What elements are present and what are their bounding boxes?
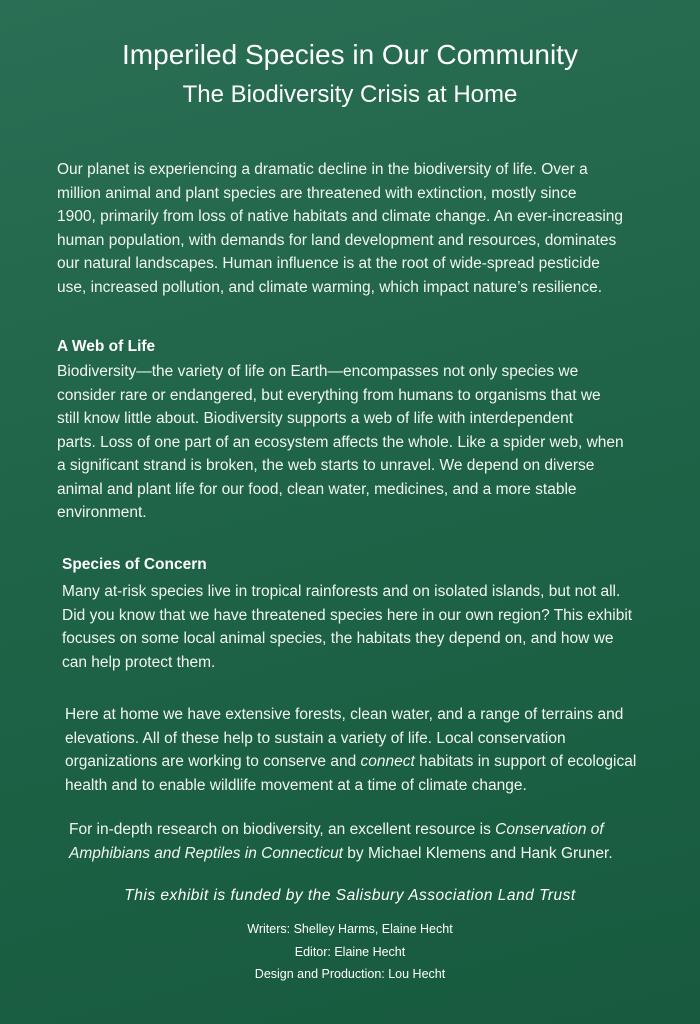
home-text-2: habitats in support of ecological health and to enable wildlife movement at a time of climate change.	[65, 753, 637, 794]
research-text-2: by Michael Klemens and Hank Gruner.	[343, 844, 613, 862]
editor-credit: Editor: Elaine Hecht	[294, 945, 406, 959]
design-credit: Design and Production: Lou Hecht	[254, 967, 446, 981]
research-book-title: Conservation of Amphibians and Reptiles in Connecticut	[69, 821, 604, 862]
web-of-life-paragraph: Biodiversity—the variety of life on Earth—encompasses not only species we consider rare or endangered, but everything from humans to organisms that we still know little about. Biodiversity supports a web of life with interdependent parts. Loss of one part of an ecosystem affects the whole. Like a spider web, when a significant strand is broken, the web starts to unravel. We depend on diverse animal and plant life for our food, clean water, medicines, and a more stable environment.	[57, 363, 624, 521]
funding-note: This exhibit is funded by the Salisbury Association Land Trust	[124, 887, 576, 904]
writers-credit: Writers: Shelley Harms, Elaine Hecht	[247, 922, 453, 936]
species-of-concern-heading: Species of Concern	[62, 556, 207, 573]
home-paragraph	[65, 703, 695, 797]
intro-paragraph: Our planet is experiencing a dramatic decline in the biodiversity of life. Over a million animal and plant species are threatened with extinction, mostly since 1900, primarily from loss of native habitats and climate change. An ever-increasing human population, with demands for land development and resources, dominates our natural landscapes. Human influence is at the root of wide-spread pesticide use, increased pollution, and climate warming, which impact nature’s resilience.	[57, 161, 624, 296]
species-of-concern-paragraph: Many at-risk species live in tropical rainforests and on isolated islands, but not all. Did you know that we have threatened species here in our own region? This exhibit focuses on some local animal species, the habitats they depend on, and how we can help protect them.	[62, 583, 633, 671]
home-emphasis: connect	[360, 753, 415, 770]
page-subtitle: The Biodiversity Crisis at Home	[182, 81, 518, 108]
research-text-1: For in-depth research on biodiversity, an excellent resource is	[69, 821, 496, 838]
page-title: Imperiled Species in Our Community	[122, 39, 578, 70]
research-paragraph	[69, 818, 699, 865]
web-of-life-heading: A Web of Life	[57, 338, 156, 355]
home-text-1: Here at home we have extensive forests, clean water, and a range of terrains and elevations. All of these help to sustain a variety of life. Local conservation organizations are working to conserve and	[65, 706, 624, 770]
